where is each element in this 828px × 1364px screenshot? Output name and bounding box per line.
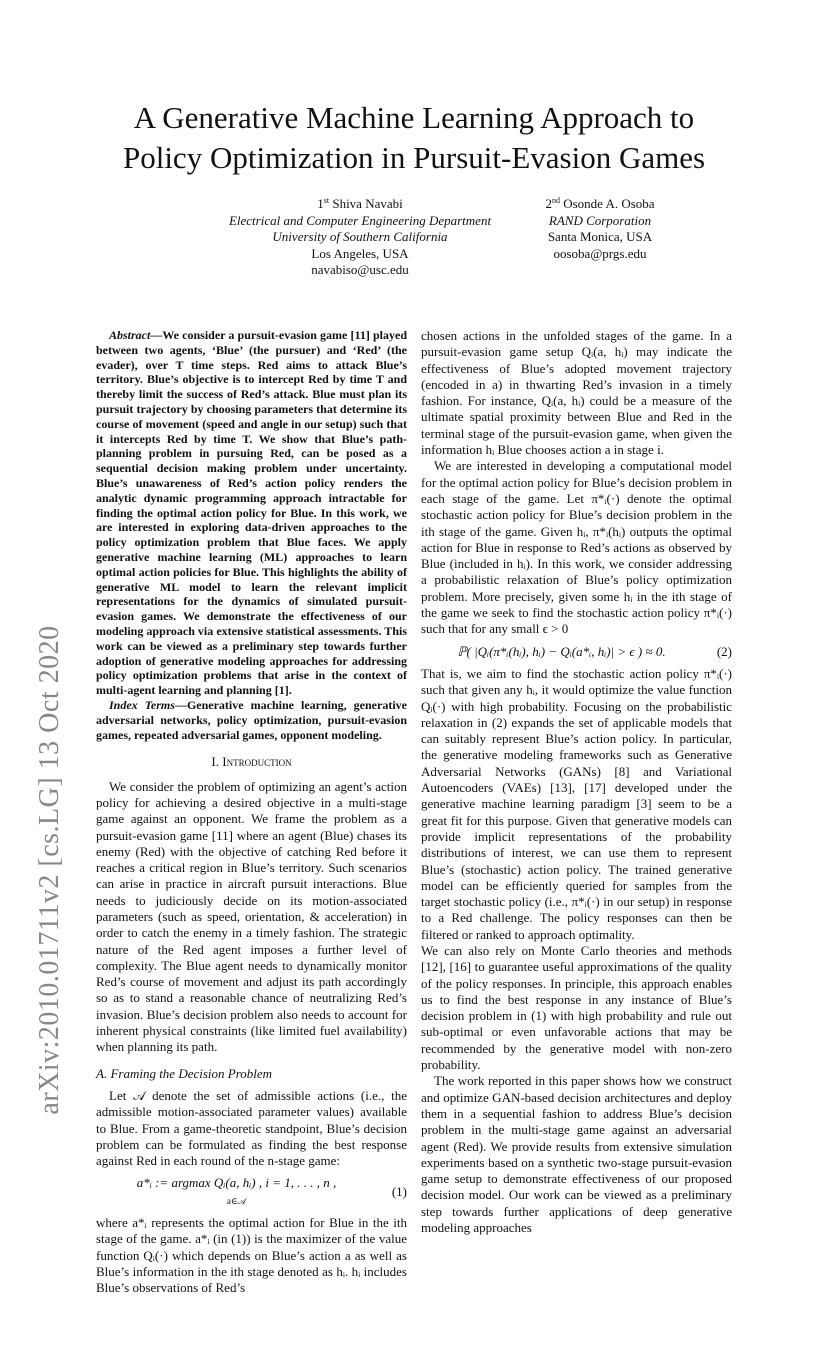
right-paragraph-1: chosen actions in the unfolded stages of the game. In a pursuit-evasion game setup Qᵢ(a, hᵢ) may indicate the effectiveness of Blue’s adopted movement trajectory (encoded in a) in thwarting Red’s invasion in a timely fashion. For instance, Qᵢ(a, hᵢ) could be a measure of the ultimate spatial proximity between Blue and Red in the terminal stage of the pursuit-evasion game, when given the information hᵢ Blue chooses action a in stage i.: [421, 328, 732, 458]
intro-paragraph-3: where a*ᵢ represents the optimal action for Blue in the ith stage of the game. a*ᵢ (in (1)) is the maximizer of the value function Qᵢ(·) which depends on Blue’s action a as well as Blue’s information in the ith stage denoted as hᵢ. hᵢ includes Blue’s observations of Red’s: [96, 1215, 407, 1296]
author-block-2: [470, 196, 730, 262]
left-column: [96, 328, 407, 1297]
right-column: [421, 328, 732, 1236]
index-terms: [96, 698, 407, 742]
author-name-line: 2nd Osonde A. Osoba: [545, 196, 655, 211]
equation-1-subscript: a∈𝒜: [226, 1195, 247, 1206]
intro-paragraph-2: Let 𝒜 denote the set of admissible actions (i.e., the admissible motion-associated parameter values) available to Blue. From a game-theoretic standpoint, Blue’s decision problem can be formulated as finding the best response against Red in each round of the n-stage game:: [96, 1087, 407, 1169]
equation-1-body: a*ᵢ := argmax Qᵢ(a, hᵢ) , i = 1, . . . , n , a∈𝒜: [136, 1175, 337, 1206]
index-terms-label: Index Terms: [109, 697, 175, 712]
right-paragraph-2: We are interested in developing a computational model for the optimal action policy for Blue’s decision problem in each stage of the game. Let π*ᵢ(·) denote the optimal stochastic action policy for Blue’s decision problem in the ith stage of the game. Given hᵢ, π*ᵢ(hᵢ) outputs the optimal action for Blue in response to Red’s actions as observed by Blue (included in hᵢ). In this work, we consider addressing a probabilistic relaxation of Blue’s policy optimization problem. More precisely, given some hᵢ in the ith stage of the game we seek to find the stochastic action policy π*ᵢ(·) such that for any small ϵ > 0: [421, 458, 732, 637]
index-terms-text: —Generative machine learning, generative adversarial networks, policy optimization, pursuit-evasion games, repeated adversarial games, opponent modeling.: [96, 697, 407, 742]
abstract-label: Abstract—: [109, 328, 163, 342]
author-institution: University of Southern California: [272, 229, 448, 244]
section-heading-introduction: I. Introduction: [211, 754, 292, 770]
arxiv-stamp: arXiv:2010.01711v2 [cs.LG] 13 Oct 2020: [34, 625, 65, 1115]
abstract-text: We consider a pursuit-evasion game [11] played between two agents, ‘Blue’ (the pursuer) and ‘Red’ (the evader), over T time steps. Red aims to attack Blue’s territory. Blue’s objective is to intercept Red by time T and thereby limit the success of Red’s attack. Blue must plan its pursuit trajectory by choosing parameters that determine its course of movement (speed and angle in our setup) such that it intercepts Red by time T. We show that Blue’s path-planning problem in pursuing Red, can be posed as a sequential decision making problem under uncertainty. Blue’s unawareness of Red’s action policy renders the analytic dynamic programming approach intractable for finding the optimal action policy for Blue. In this work, we are interested in exploring data-driven approaches to the policy optimization problem that Blue faces. We apply generative machine learning (ML) approaches to learn optimal action policies for Blue. This highlights the ability of generative ML model to learn the relevant implicit representations for the dynamics of simulated pursuit-evasion games. We demonstrate the effectiveness of our modeling approach via extensive statistical assessments. This work can be viewed as a preliminary step towards further adoption of generative modeling approaches for addressing policy optimization problems that arise in the context of multi-agent learning and planning [1].: [96, 328, 407, 698]
author-location: Los Angeles, USA: [311, 245, 409, 261]
equation-2-number: (2): [716, 643, 732, 659]
equation-2: [421, 644, 732, 660]
equation-2-body: ℙ( |Qᵢ(π*ᵢ(hᵢ), hᵢ) − Qᵢ(a*ᵢ, hᵢ)| > ϵ ) ≈ 0.: [457, 643, 666, 659]
author-department: Electrical and Computer Engineering Department: [228, 212, 492, 228]
right-paragraph-4: We can also rely on Monte Carlo theories and methods [12], [16] to guarantee useful approximations of the quality of the policy responses. In principle, this approach enables us to find the best response in any instance of Blue’s decision problem in (1) with high probability and rule out sub-optimal or even unfavorable actions that may be recommended by the generative model with non-zero probability.: [421, 942, 732, 1073]
title-line-1: A Generative Machine Learning Approach to: [133, 100, 695, 135]
intro-paragraph-1: We consider the problem of optimizing an agent’s action policy for achieving a desired objective in a multi-stage game against an opponent. We frame the problem as a pursuit-evasion game [11] where an agent (Blue) chases its enemy (Red) with the objective of catching Red before it reaches a critical region in Blue’s territory. Such scenarios can arise in practice in aircraft pursuit interactions. Blue needs to judiciously decide on its motion-associated parameters (such as speed, orientation, & acceleration) in order to catch the enemy in a timely fashion. The strategic nature of the Red agent imposes a further level of complexity. The Blue agent needs to dynamically monitor Red’s course of movement and adjust its path accordingly so as to stand a reasonable chance of neutralizing Red’s invasion. Blue’s decision problem also needs to account for inherent physical constraints (like limited fuel availability) when planning its path.: [96, 778, 407, 1055]
author-email[interactable]: oosoba@prgs.edu: [553, 245, 647, 261]
paper-title: [0, 98, 828, 178]
title-line-2: Policy Optimization in Pursuit-Evasion Games: [122, 140, 706, 175]
author-name: Osonde A. Osoba: [563, 196, 655, 211]
abstract: [96, 328, 407, 698]
right-paragraph-3: That is, we aim to find the stochastic action policy π*ᵢ(·) such that given any hᵢ, it would optimize the value function Qᵢ(·) with high probability. Focusing on the probabilistic relaxation in (2) expands the set of applicable models that can suitably represent Blue’s action policy. In particular, the generative modeling frameworks such as Generative Adversarial Networks (GANs) [8] and Variational Autoencoders (VAEs) [13], [17] developed under the generative machine learning paradigm [3] seem to be a great fit for this purpose. Given that generative models can provide implicit representations of the probability distributions of interest, we can use them to represent Blue’s (stochastic) action policy. The trained generative model can be efficiently queried for samples from the target stochastic policy (i.e., π*ᵢ(·) in our setup) in response to a Red challenge. The policy responses can then be filtered or ranked to approach optimality.: [421, 665, 732, 942]
author-location: Santa Monica, USA: [547, 229, 653, 244]
right-paragraph-5: The work reported in this paper shows how we construct and optimize GAN-based decision architectures and deploy them in a sequential fashion to address Blue’s decision problem in the multi-stage game against an adversarial agent (Red). We provide results from extensive simulation experiments based on a synthetic two-stage pursuit-evasion game setup to demonstrate effectiveness of our proposed decision model. Our work can be viewed as a preliminary step towards further applications of deep generative modeling approaches: [421, 1073, 732, 1236]
subsection-heading: A. Framing the Decision Problem: [96, 1065, 273, 1081]
author-name: Shiva Navabi: [332, 196, 403, 211]
author-email[interactable]: navabiso@usc.edu: [311, 262, 409, 277]
equation-1: [96, 1175, 407, 1209]
equation-1-number: (1): [391, 1184, 407, 1200]
author-name-line: 1st Shiva Navabi: [317, 196, 403, 211]
author-department: RAND Corporation: [548, 212, 652, 228]
